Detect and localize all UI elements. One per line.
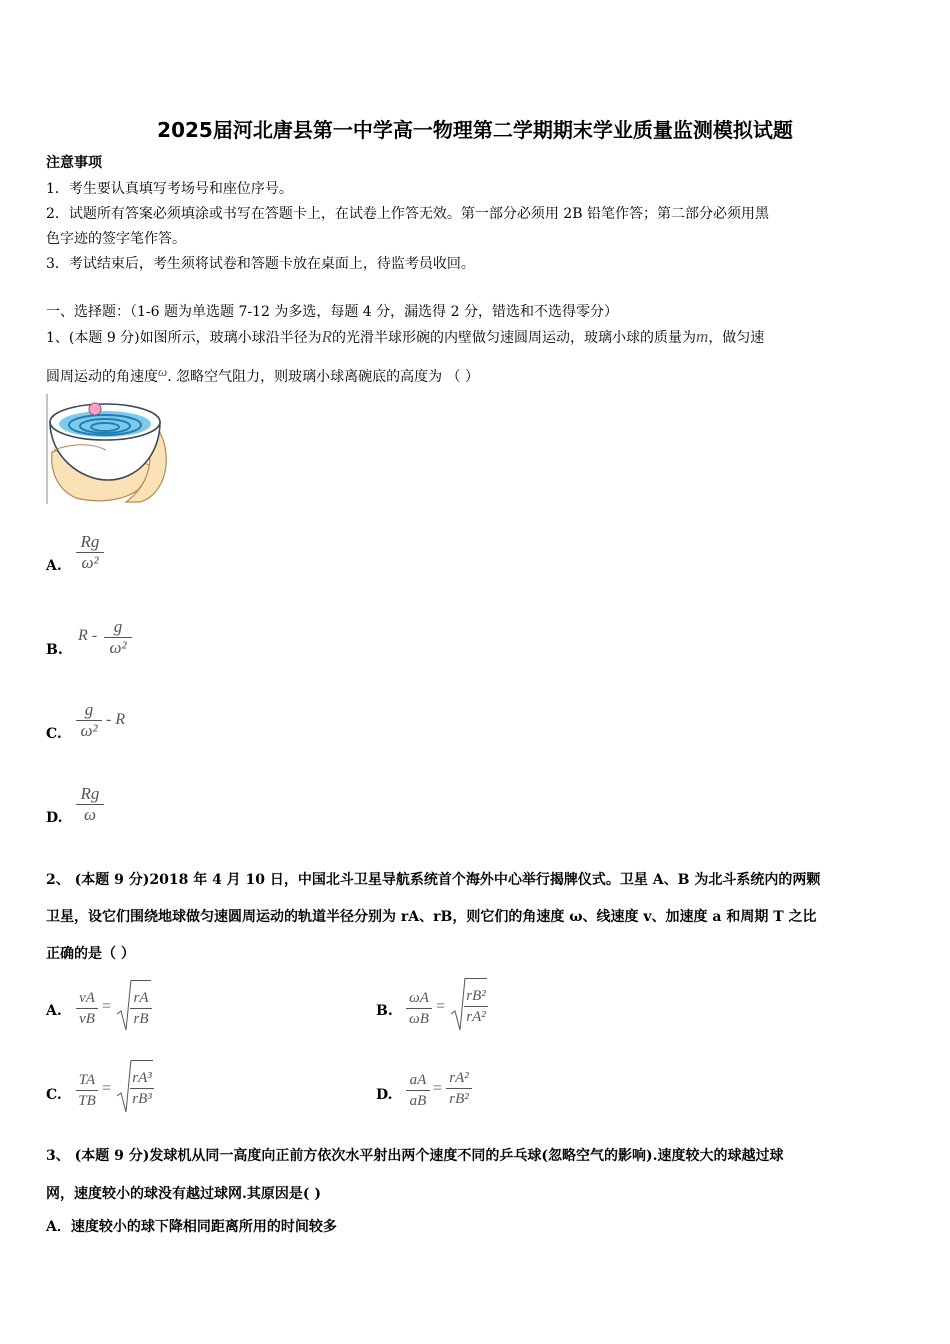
q2-d-lhs bbox=[406, 1070, 430, 1111]
q1-option-d-formula bbox=[76, 784, 104, 825]
q2-a-rhs-den: rB bbox=[130, 1008, 152, 1029]
q2-d-eq: = bbox=[433, 1080, 443, 1097]
q2-c-rhs-num: rA³ bbox=[132, 1070, 152, 1086]
q2-c-sqrt-bar bbox=[131, 1060, 153, 1061]
q1-line-2 bbox=[46, 366, 479, 386]
q3-line-2: 网，速度较小的球没有越过球网.其原因是( ) bbox=[46, 1186, 321, 1202]
q3-option-a: A．速度较小的球下降相同距离所用的时间较多 bbox=[46, 1219, 337, 1235]
q2-c-lhs-num: TA bbox=[78, 1072, 96, 1088]
q3-line-1: 3、 (本题 9 分)发球机从同一高度向正前方依次水平射出两个速度不同的乒乓球(忽略空气的影响).速度较大的球越过球 bbox=[46, 1148, 784, 1164]
q2-b-rhs-den: rA² bbox=[464, 1006, 488, 1027]
q2-b-rhs bbox=[464, 986, 488, 1027]
q1-var-m: m bbox=[696, 327, 709, 346]
q1-b-num: g bbox=[113, 617, 123, 636]
q1-a-den: ω² bbox=[76, 552, 104, 573]
q2-a-lhs-num: vA bbox=[79, 990, 95, 1006]
q1-line-1 bbox=[46, 327, 764, 347]
q1-var-R: R bbox=[321, 327, 333, 346]
q2-c-lhs bbox=[76, 1070, 98, 1111]
q2-line-2: 卫星，设它们围绕地球做匀速圆周运动的轨道半径分别为 rA、rB，则它们的角速度 ω、线速度 v、加速度 a 和周期 T 之比 bbox=[46, 909, 817, 925]
q2-b-sqrt-bar bbox=[465, 978, 487, 979]
notice-item-2: 2．试题所有答案必须填涂或书写在答题卡上，在试卷上作答无效。第一部分必须用 2B 铅笔作答；第二部分必须用黑 bbox=[46, 206, 769, 222]
notice-item-3: 3．考试结束后，考生须将试卷和答题卡放在桌面上，待监考员收回。 bbox=[46, 256, 475, 272]
q2-b-lhs-num: ωA bbox=[409, 990, 429, 1006]
q1-text-a: 1、(本题 9 分)如图所示，玻璃小球沿半径为 bbox=[46, 330, 322, 346]
q1-a-num: Rg bbox=[80, 532, 100, 551]
q2-a-rhs bbox=[130, 988, 152, 1029]
q2-a-sqrt-bar bbox=[131, 980, 151, 981]
q1-option-b-formula bbox=[104, 617, 132, 658]
q1-option-b-label: B. bbox=[46, 642, 63, 658]
q2-b-eq: = bbox=[436, 998, 446, 1015]
q1-c-num: g bbox=[84, 700, 94, 719]
q2-a-rhs-num: rA bbox=[133, 990, 149, 1006]
q1-option-d-label: D. bbox=[46, 810, 63, 826]
q2-c-eq: = bbox=[102, 1080, 112, 1097]
q2-option-a-label: A. bbox=[46, 1003, 62, 1019]
bowl-hands-figure bbox=[46, 394, 168, 504]
q1-option-c-formula bbox=[76, 700, 102, 741]
q1-text-b: 的光滑半球形碗的内壁做匀速圆周运动，玻璃小球的质量为 bbox=[332, 330, 697, 346]
notice-heading: 注意事项 bbox=[46, 155, 102, 171]
q2-d-rhs-den: rB² bbox=[446, 1088, 472, 1109]
q1-b-den: ω² bbox=[104, 637, 132, 658]
q2-option-b-label: B. bbox=[376, 1003, 393, 1019]
q1-text-e: . 忽略空气阻力，则玻璃小球离碗底的高度为 （ ） bbox=[167, 369, 479, 385]
q2-option-d-label: D. bbox=[376, 1087, 393, 1103]
q2-b-lhs bbox=[406, 988, 432, 1029]
q1-option-a-formula bbox=[76, 532, 104, 573]
q2-a-lhs-den: vB bbox=[76, 1008, 98, 1029]
q1-var-omega: ω bbox=[158, 364, 168, 379]
q2-c-rhs-den: rB³ bbox=[130, 1088, 154, 1109]
q1-d-num: Rg bbox=[80, 784, 100, 803]
q2-d-rhs bbox=[446, 1068, 472, 1109]
q1-b-pre: R - bbox=[78, 627, 98, 644]
page-title: 2025届河北唐县第一中学高一物理第二学期期末学业质量监测模拟试题 bbox=[157, 118, 793, 142]
q1-d-den: ω bbox=[76, 804, 104, 825]
q2-a-eq: = bbox=[102, 998, 112, 1015]
q2-d-lhs-num: aA bbox=[409, 1072, 427, 1088]
q1-text-c: ，做匀速 bbox=[708, 330, 765, 346]
notice-item-1: 1．考生要认真填写考场号和座位序号。 bbox=[46, 181, 293, 197]
q1-c-den: ω² bbox=[76, 720, 102, 741]
q2-b-lhs-den: ωB bbox=[406, 1008, 432, 1029]
q2-c-rhs bbox=[130, 1068, 154, 1109]
q1-text-d: 圆周运动的角速度 bbox=[46, 369, 158, 385]
q2-c-lhs-den: TB bbox=[76, 1090, 98, 1111]
q2-d-rhs-num: rA² bbox=[449, 1070, 469, 1086]
q2-line-1: 2、 (本题 9 分)2018 年 4 月 10 日，中国北斗卫星导航系统首个海外中心举行揭牌仪式。卫星 A、B 为北斗系统内的两颗 bbox=[46, 872, 821, 888]
notice-item-2-cont: 色字迹的签字笔作答。 bbox=[46, 231, 186, 247]
q1-option-c-label: C. bbox=[46, 726, 62, 742]
section-heading: 一、选择题：（1-6 题为单选题 7-12 为多选，每题 4 分，漏选得 2 分，错选和不选得零分） bbox=[46, 304, 618, 320]
q2-option-c-label: C. bbox=[46, 1087, 62, 1103]
q1-option-a-label: A. bbox=[46, 558, 62, 574]
q2-b-rhs-num: rB² bbox=[466, 988, 486, 1004]
q2-line-3: 正确的是（ ） bbox=[46, 946, 135, 962]
q2-d-lhs-den: aB bbox=[406, 1090, 430, 1111]
q1-c-post: - R bbox=[106, 711, 126, 728]
q2-a-lhs bbox=[76, 988, 98, 1029]
